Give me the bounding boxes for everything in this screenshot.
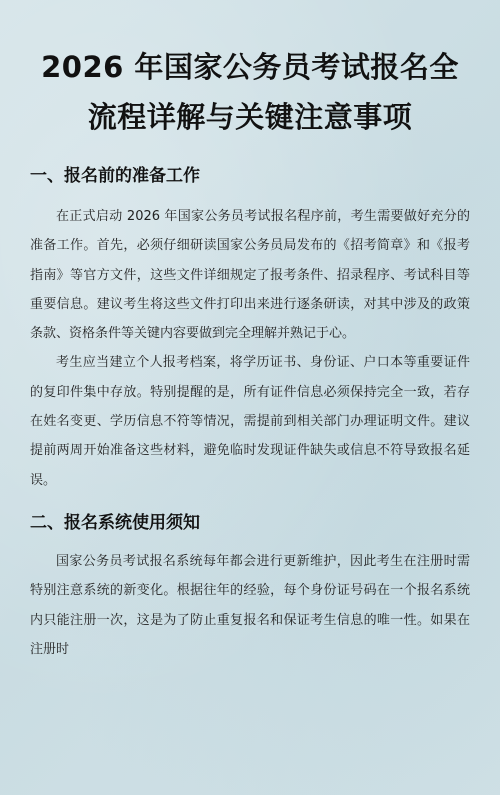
paragraph: 考生应当建立个人报考档案，将学历证书、身份证、户口本等重要证件的复印件集中存放。特别提醒的是，所有证件信息必须保持完全一致，若存在姓名变更、学历信息不符等情况，需提前到相关部门办理证明文件。建议提前两周开始准备这些材料，避免临时发现证件缺失或信息不符导致报名延误。 [30,355,470,488]
title-line-2: 流程详解与关键注意事项 [87,100,413,134]
document-title [30,42,470,142]
section-heading-registration-system: 二、报名系统使用须知 [30,512,200,533]
paragraph: 在正式启动 2026 年国家公务员考试报名程序前，考生需要做好充分的准备工作。首先，必须仔细研读国家公务员局发布的《招考简章》和《报考指南》等官方文件，这些文件详细规定了报考条件、招录程序、考试科目等重要信息。建议考生将这些文件打印出来进行逐条研读，对其中涉及的政策条款、资格条件等关键内容要做到完全理解并熟记于心。 [30,209,470,342]
paragraph: 国家公务员考试报名系统每年都会进行更新维护，因此考生在注册时需特别注意系统的新变化。根据往年的经验，每个身份证号码在一个报名系统内只能注册一次，这是为了防止重复报名和保证考生信息的唯一性。如果在注册时 [30,553,470,657]
title-line-1: 2026 年国家公务员考试报名全 [41,50,459,84]
section-heading-preparation: 一、报名前的准备工作 [30,166,200,186]
